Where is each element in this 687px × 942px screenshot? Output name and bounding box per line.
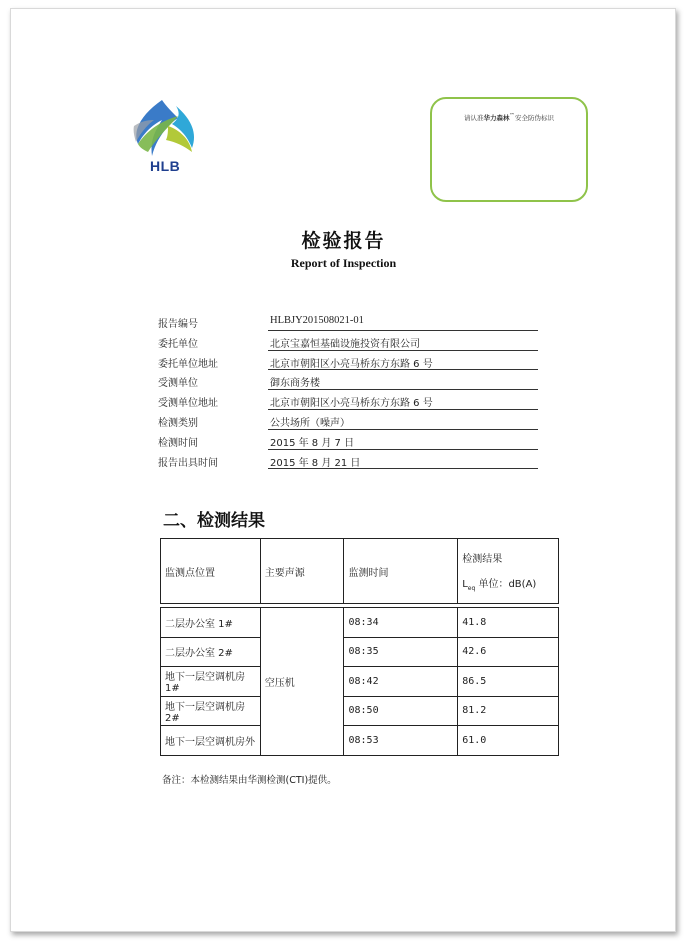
info-label: 委托单位地址 xyxy=(158,358,218,370)
header-time: 监测时间 xyxy=(344,539,458,604)
anti-counterfeit-label-box xyxy=(430,97,588,202)
info-value: 御东商务楼 xyxy=(270,378,320,390)
report-title-en: Report of Inspection xyxy=(290,256,397,270)
anti-counterfeit-label-text: 请认准华力森林™安全防伪标识 xyxy=(464,113,554,123)
cell-value: 42.6 xyxy=(458,637,559,667)
cell-time: 08:35 xyxy=(344,637,458,667)
info-row xyxy=(158,451,538,471)
header-location: 监测点位置 xyxy=(161,539,261,604)
info-label: 委托单位 xyxy=(158,338,198,350)
report-info-list xyxy=(158,312,538,470)
header-source: 主要声源 xyxy=(260,539,344,604)
cell-location: 二层办公室 2# xyxy=(161,637,261,667)
info-underline xyxy=(268,429,538,430)
info-underline xyxy=(268,350,538,351)
table-row xyxy=(161,637,559,667)
cell-value: 61.0 xyxy=(458,726,559,756)
info-value: 2015 年 8 月 7 日 xyxy=(270,437,355,449)
section-title: 二、检测结果 xyxy=(163,511,265,531)
info-underline xyxy=(268,468,538,469)
info-value: 北京市朝阳区小亮马桥东方东路 6 号 xyxy=(270,398,433,410)
header-result-unit: $L_{eq}$ 单位：dB(A) xyxy=(462,579,537,592)
table-header-row xyxy=(161,539,559,604)
info-label: 受测单位 xyxy=(158,378,198,390)
cell-source: 空压机 xyxy=(260,608,344,756)
info-label: 报告出具时间 xyxy=(158,457,218,469)
cell-value: 86.5 xyxy=(458,667,559,697)
info-underline xyxy=(268,330,538,331)
table-note: 备注：本检测结果由华测检测(CTI)提供。 xyxy=(162,775,337,786)
info-row xyxy=(158,411,538,431)
info-value: 公共场所（噪声） xyxy=(270,417,350,429)
info-underline xyxy=(268,409,538,410)
cell-time: 08:53 xyxy=(344,726,458,756)
info-row xyxy=(158,352,538,372)
logo-text: HLB xyxy=(150,158,181,174)
cell-location: 地下一层空调机房 1# xyxy=(161,667,261,697)
info-row xyxy=(158,371,538,391)
cell-location: 地下一层空调机房 2# xyxy=(161,696,261,726)
table-row xyxy=(161,726,559,756)
results-table xyxy=(160,538,559,756)
table-row xyxy=(161,667,559,697)
info-row xyxy=(158,391,538,411)
cell-value: 41.8 xyxy=(458,608,559,638)
info-row xyxy=(158,431,538,451)
cell-time: 08:50 xyxy=(344,696,458,726)
info-value: 北京市朝阳区小亮马桥东方东路 6 号 xyxy=(270,358,433,370)
info-label: 检测时间 xyxy=(158,437,198,449)
table-row xyxy=(161,608,559,638)
info-label: 报告编号 xyxy=(158,319,198,330)
cell-location: 地下一层空调机房外 xyxy=(161,726,261,756)
info-label: 检测类别 xyxy=(158,417,198,429)
info-underline xyxy=(268,369,538,370)
table-row xyxy=(161,696,559,726)
info-value: 北京宝嘉恒基础设施投资有限公司 xyxy=(270,338,420,350)
info-value: HLBJY201508021-01 xyxy=(270,315,364,326)
info-row xyxy=(158,332,538,352)
cell-value: 81.2 xyxy=(458,696,559,726)
info-value: 2015 年 8 月 21 日 xyxy=(270,457,361,469)
cell-time: 08:34 xyxy=(344,608,458,638)
info-row xyxy=(158,312,538,332)
header-result-title: 检测结果 xyxy=(462,554,503,565)
cell-location: 二层办公室 1# xyxy=(161,608,261,638)
cell-time: 08:42 xyxy=(344,667,458,697)
info-underline xyxy=(268,449,538,450)
report-title-cn: 检验报告 xyxy=(301,230,386,252)
info-underline xyxy=(268,389,538,390)
info-label: 受测单位地址 xyxy=(158,398,218,410)
header-result xyxy=(458,539,559,604)
